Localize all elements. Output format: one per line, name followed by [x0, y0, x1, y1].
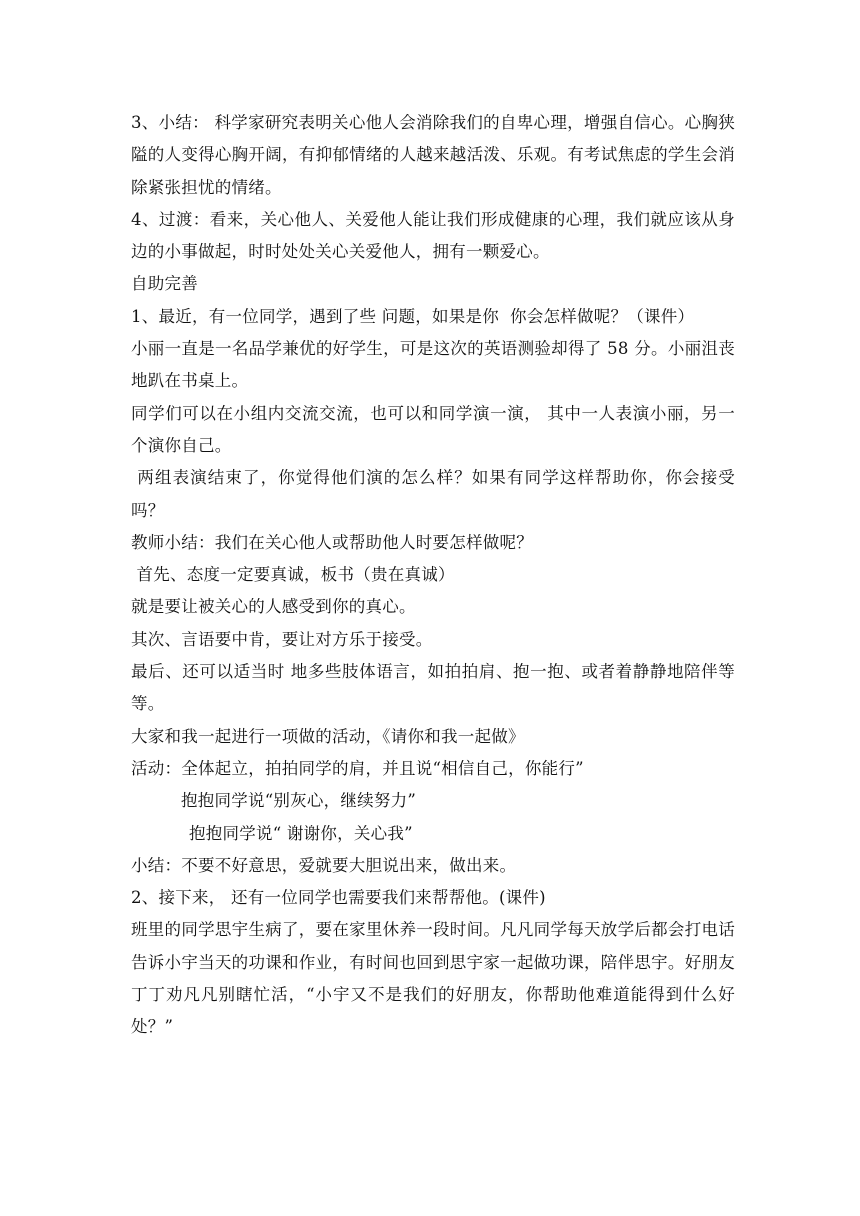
section-heading: 自助完善: [131, 274, 198, 294]
sincerity-paragraph: 就是要让被关心的人感受到你的真心。: [131, 597, 416, 617]
scenario-paragraph: 小丽一直是一名品学兼优的好学生，可是这次的英语测验却得了 58 分。小丽沮丧地趴在书桌上。: [131, 339, 735, 391]
document-body: [131, 107, 735, 1044]
group-activity-paragraph: 同学们可以在小组内交流交流，也可以和同学演一演， 其中一人表演小丽，另一个演你自己。: [131, 403, 735, 455]
activity-line-hug-2: 抱抱同学说“ 谢谢你，关心我”: [189, 823, 413, 843]
question-paragraph: 1、最近，有一位同学，遇到了些 问题，如果是你 你会怎样做呢？（课件）: [131, 306, 695, 326]
activity-intro-paragraph: 大家和我一起进行一项做的活动，《请你和我一起做》: [131, 726, 525, 746]
discussion-paragraph: 两组表演结束了，你觉得他们演的怎么样？如果有同学这样帮助你，你会接受吗？: [131, 468, 736, 520]
siyu-story-paragraph: 班里的同学思宇生病了，要在家里休养一段时间。凡凡同学每天放学后都会打电话告诉小宇当天的功课和作业，有时间也回到思宇家一起做功课，陪伴思宇。好朋友丁丁劝凡凡别瞎忙活，“小宇又不是我们的好朋友，你帮助他难道能得到什么好处？”: [131, 920, 735, 1037]
first-point-paragraph: 首先、态度一定要真诚，板书（贵在真诚）: [131, 565, 455, 585]
transition-paragraph: 4、过渡：看来，关心他人、关爱他人能让我们形成健康的心理，我们就应该从身边的小事做起，时时处处关心关爱他人，拥有一颗爱心。: [131, 209, 735, 262]
summary-paragraph: 3、小结： 科学家研究表明关心他人会消除我们的自卑心理，增强自信心。心胸狭隘的人变得心胸开阔，有抑郁情绪的人越来越活泼、乐观。有考试焦虑的学生会消除紧张担忧的情绪。: [131, 113, 735, 197]
small-summary-paragraph: 小结：不要不好意思，爱就要大胆说出来，做出来。: [131, 855, 517, 875]
teacher-summary-paragraph: 教师小结：我们在关心他人或帮助他人时要怎样做呢？: [131, 532, 533, 552]
activity-paragraph: 活动：全体起立，拍拍同学的肩，并且说“相信自己，你能行”: [131, 758, 584, 778]
next-case-paragraph: 2、接下来， 还有一位同学也需要我们来帮帮他。(课件): [131, 888, 546, 908]
second-point-paragraph: 其次、言语要中肯，要让对方乐于接受。: [131, 629, 433, 649]
last-point-paragraph: 最后、还可以适当时 地多些肢体语言，如拍拍肩、抱一抱、或者着静静地陪伴等等。: [131, 662, 735, 714]
activity-line-hug-1: 抱抱同学说“别灰心，继续努力”: [181, 791, 417, 811]
